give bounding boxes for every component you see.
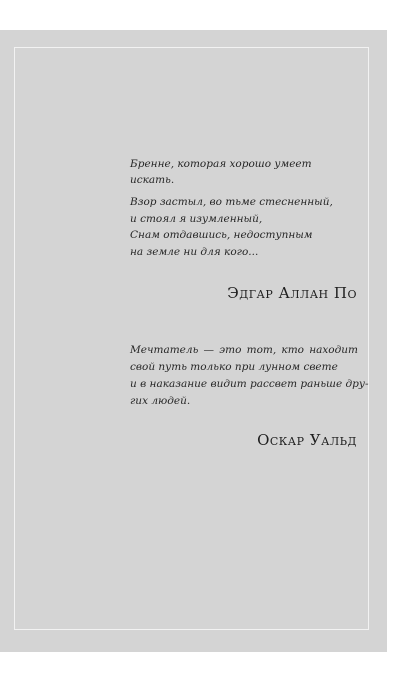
verse-line: и стоял я изумленный, (130, 212, 263, 225)
poe-verse (130, 194, 358, 260)
quote-line: и в наказание видит рассвет раньше дру- (130, 378, 369, 390)
verse-line: Взор застыл, во тьме стесненный, (130, 196, 333, 208)
book-page (0, 30, 387, 652)
wilde-quote (130, 342, 369, 410)
poe-author: Эдгар Аллан По (227, 284, 357, 302)
wilde-author: Оскар Уальд (257, 431, 357, 449)
quote-line: гих людей. (130, 395, 191, 407)
verse-line: Снам отдавшись, недоступным (130, 229, 313, 241)
dedication-text: Бренне, которая хорошо умеет искать. (130, 158, 312, 186)
page-border (14, 47, 369, 630)
quote-line: Мечтатель — это тот, кто находит (130, 344, 358, 356)
quote-line: свой путь только при лунном свете (130, 361, 338, 373)
verse-line: на земле ни для кого... (130, 245, 259, 258)
